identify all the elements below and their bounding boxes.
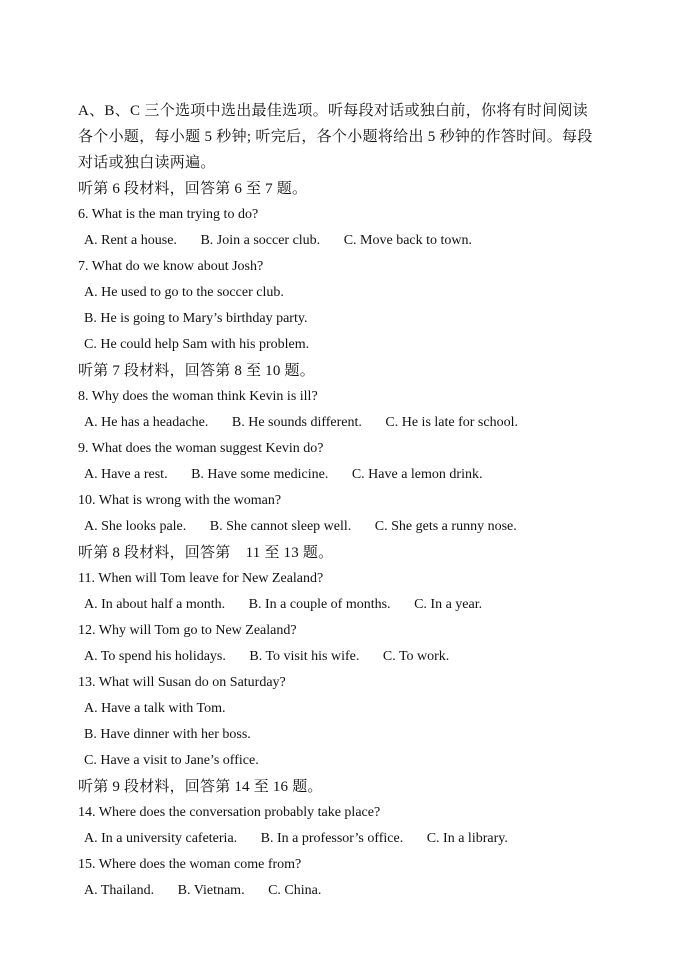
question-10: 10. What is wrong with the woman?: [78, 493, 282, 508]
question-12-option-c[interactable]: C. To work.: [382, 649, 450, 664]
question-14-option-a[interactable]: A. In a university cafeteria.: [84, 831, 238, 846]
question-7-option-b[interactable]: B. He is going to Mary’s birthday party.: [84, 311, 308, 326]
question-11-option-b[interactable]: B. In a couple of months.: [248, 597, 391, 612]
question-11-option-a[interactable]: A. In about half a month.: [84, 597, 226, 612]
question-8-option-c[interactable]: C. He is late for school.: [385, 415, 518, 430]
question-15-option-b[interactable]: B. Vietnam.: [177, 883, 245, 898]
question-6: 6. What is the man trying to do?: [78, 207, 259, 222]
question-10-option-c[interactable]: C. She gets a runny nose.: [374, 519, 517, 534]
question-14-option-c[interactable]: C. In a library.: [426, 831, 508, 846]
question-13-option-a[interactable]: A. Have a talk with Tom.: [84, 701, 226, 716]
question-12-option-b[interactable]: B. To visit his wife.: [249, 649, 360, 664]
instruction-line-1: A、B、C 三个选项中选出最佳选项。听每段对话或独白前，你将有时间阅读: [78, 103, 589, 119]
question-10-options: [84, 517, 517, 537]
question-11-options: [84, 595, 482, 615]
question-12-option-a[interactable]: A. To spend his holidays.: [84, 649, 226, 664]
question-12-options: [84, 647, 449, 667]
question-11-option-c[interactable]: C. In a year.: [414, 597, 483, 612]
section-heading-8: 听第 8 段材料，回答第 11 至 13 题。: [78, 545, 334, 561]
question-9: 9. What does the woman suggest Kevin do?: [78, 441, 324, 456]
question-9-option-b[interactable]: B. Have some medicine.: [191, 467, 329, 482]
question-12: 12. Why will Tom go to New Zealand?: [78, 623, 297, 638]
section-heading-7: 听第 7 段材料，回答第 8 至 10 题。: [78, 363, 315, 379]
question-7-option-a[interactable]: A. He used to go to the soccer club.: [84, 285, 284, 300]
question-8: 8. Why does the woman think Kevin is ill?: [78, 389, 318, 404]
question-13-option-b[interactable]: B. Have dinner with her boss.: [84, 727, 251, 742]
question-6-option-a[interactable]: A. Rent a house.: [84, 233, 177, 248]
question-15-options: [84, 881, 321, 901]
question-8-options: [84, 413, 518, 433]
question-15: 15. Where does the woman come from?: [78, 857, 302, 872]
question-8-option-b[interactable]: B. He sounds different.: [231, 415, 362, 430]
question-15-option-a[interactable]: A. Thailand.: [84, 883, 155, 898]
question-14-options: [84, 829, 508, 849]
question-9-options: [84, 465, 482, 485]
question-14: 14. Where does the conversation probably take place?: [78, 805, 381, 820]
question-10-option-b[interactable]: B. She cannot sleep well.: [209, 519, 352, 534]
question-7-option-c[interactable]: C. He could help Sam with his problem.: [84, 337, 310, 352]
instruction-line-2: 各个小题，每小题 5 秒钟; 听完后，各个小题将给出 5 秒钟的作答时间。每段: [78, 129, 593, 145]
question-13-option-c[interactable]: C. Have a visit to Jane’s office.: [84, 753, 259, 768]
question-15-option-c[interactable]: C. China.: [268, 883, 322, 898]
question-11: 11. When will Tom leave for New Zealand?: [78, 571, 324, 586]
instruction-line-3: 对话或独白读两遍。: [78, 155, 216, 171]
question-6-option-b[interactable]: B. Join a soccer club.: [200, 233, 321, 248]
question-6-options: [84, 231, 472, 251]
question-14-option-b[interactable]: B. In a professor’s office.: [260, 831, 404, 846]
question-6-option-c[interactable]: C. Move back to town.: [343, 233, 473, 248]
section-heading-6: 听第 6 段材料，回答第 6 至 7 题。: [78, 181, 308, 197]
question-9-option-c[interactable]: C. Have a lemon drink.: [351, 467, 483, 482]
question-9-option-a[interactable]: A. Have a rest.: [84, 467, 168, 482]
section-heading-9: 听第 9 段材料，回答第 14 至 16 题。: [78, 779, 323, 795]
question-10-option-a[interactable]: A. She looks pale.: [84, 519, 187, 534]
question-13: 13. What will Susan do on Saturday?: [78, 675, 286, 690]
question-8-option-a[interactable]: A. He has a headache.: [84, 415, 209, 430]
question-7: 7. What do we know about Josh?: [78, 259, 264, 274]
